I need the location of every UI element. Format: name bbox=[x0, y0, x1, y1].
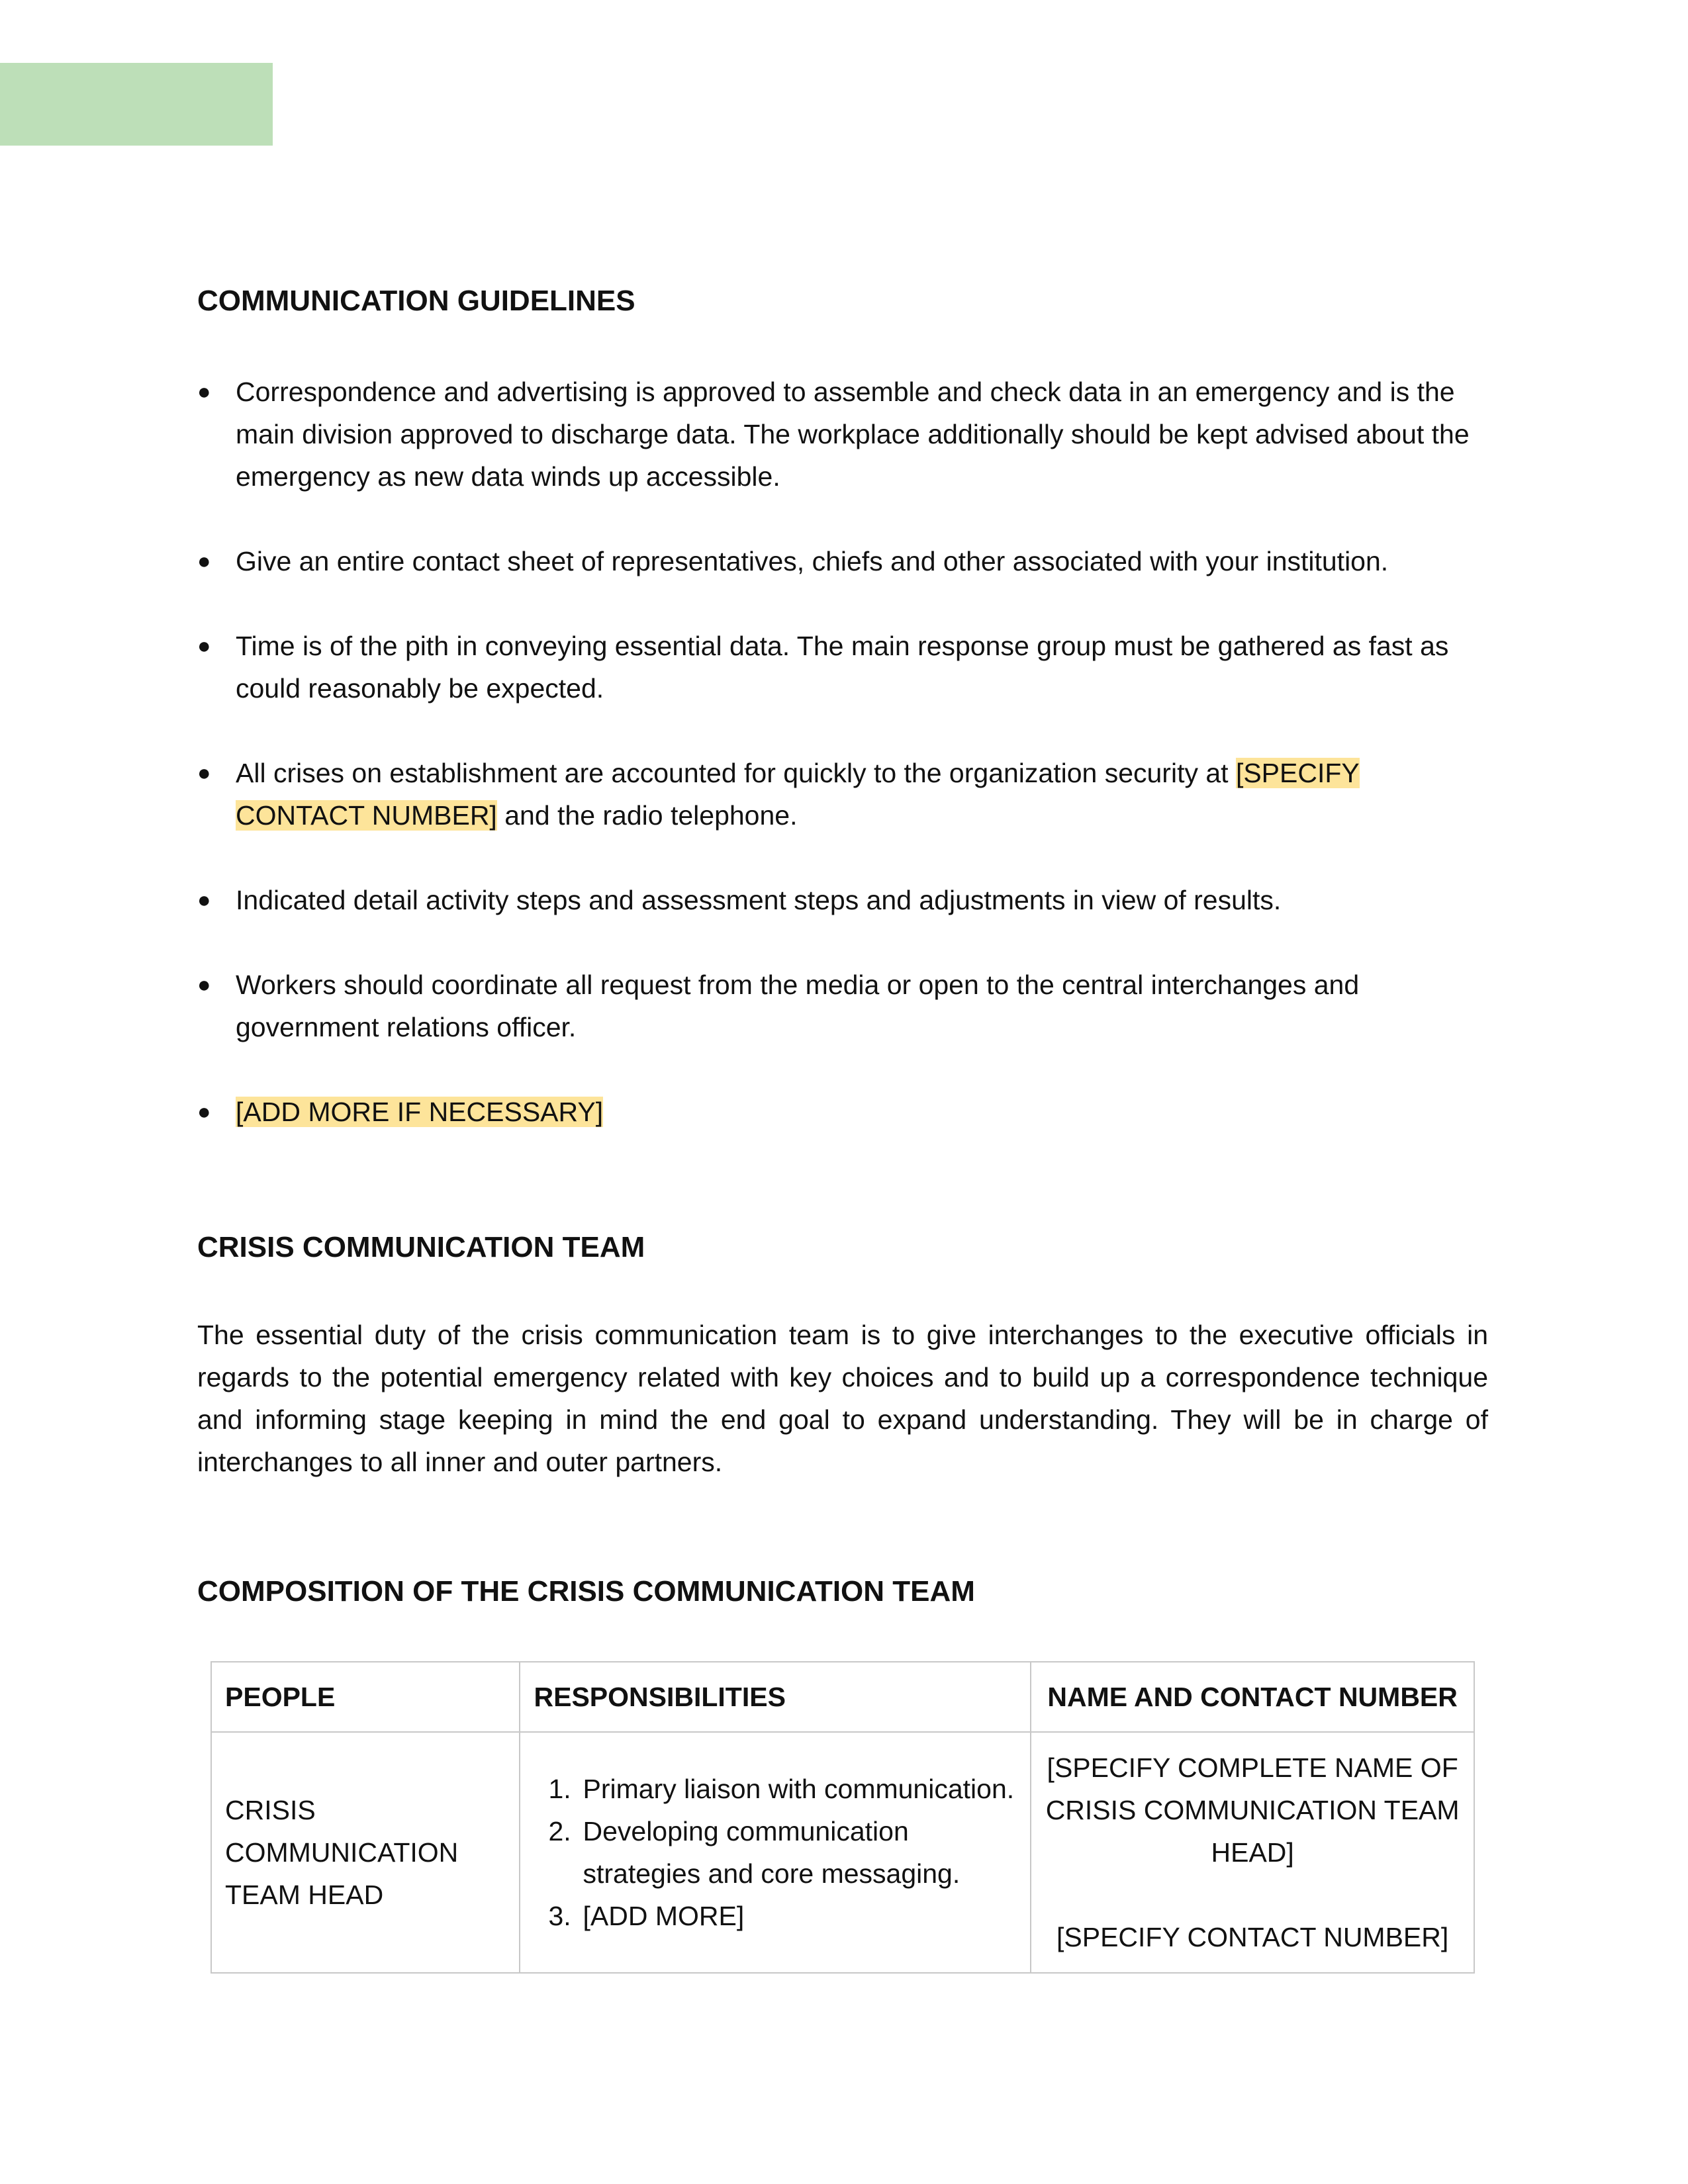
bullet-icon: ● bbox=[197, 549, 211, 574]
list-item-text: All crises on establishment are accounted for quickly to the organization security at bbox=[236, 758, 1236, 788]
list-item bbox=[197, 879, 1488, 921]
list-item-text: Time is of the pith in conveying essential data. The main response group must be gathered as fast as could reasonably be expected. bbox=[236, 631, 1449, 704]
responsibilities-cell bbox=[520, 1732, 1031, 1973]
list-number: 2. bbox=[548, 1816, 571, 1846]
list-item bbox=[197, 1091, 1488, 1133]
list-item-text: Primary liaison with communication. bbox=[583, 1774, 1015, 1804]
table-header-row bbox=[211, 1662, 1474, 1732]
bullet-icon: ● bbox=[197, 760, 211, 786]
list-item-text: Give an entire contact sheet of representatives, chiefs and other associated with your institution. bbox=[236, 546, 1389, 576]
list-item bbox=[538, 1895, 1017, 1937]
column-header-people: PEOPLE bbox=[211, 1662, 520, 1732]
list-item-text: Developing communication strategies and core messaging. bbox=[583, 1816, 961, 1889]
people-cell bbox=[211, 1732, 520, 1973]
crisis-team-heading: CRISIS COMMUNICATION TEAM bbox=[197, 1231, 645, 1263]
list-item-text: Indicated detail activity steps and assessment steps and adjustments in view of results. bbox=[236, 885, 1282, 915]
list-item bbox=[197, 752, 1488, 837]
list-item bbox=[538, 1768, 1017, 1810]
list-item bbox=[197, 625, 1488, 709]
list-item bbox=[197, 964, 1488, 1048]
list-number: 3. bbox=[548, 1901, 571, 1931]
table-row bbox=[211, 1732, 1474, 1973]
corner-accent-tab bbox=[0, 63, 273, 146]
bullet-icon: ● bbox=[197, 379, 211, 404]
crisis-team-paragraph: The essential duty of the crisis communication team is to give interchanges to the executive officials in regards to the potential emergency related with key choices and to build up a correspondence technique and informing stage keeping in mind the end goal to expand understanding. They will be in charge of interchanges to all inner and outer partners. bbox=[197, 1320, 1488, 1477]
bullet-icon: ● bbox=[197, 887, 211, 913]
list-item-text: Correspondence and advertising is approved to assemble and check data in an emergency and is the main division approved to discharge data. The workplace additionally should be kept advised about the emergency as new data winds up accessible. bbox=[236, 377, 1470, 492]
guidelines-list bbox=[197, 371, 1488, 1175]
column-header-responsibilities: RESPONSIBILITIES bbox=[520, 1662, 1031, 1732]
composition-table bbox=[211, 1661, 1475, 1974]
bullet-icon: ● bbox=[197, 972, 211, 997]
composition-heading: COMPOSITION OF THE CRISIS COMMUNICATION TEAM bbox=[197, 1575, 975, 1608]
bullet-icon: ● bbox=[197, 1099, 211, 1124]
list-item-text: Workers should coordinate all request from the media or open to the central interchanges and government relations officer. bbox=[236, 970, 1360, 1042]
contact-name-placeholder: [SPECIFY COMPLETE NAME OF CRISIS COMMUNICATION TEAM HEAD] bbox=[1045, 1752, 1460, 1868]
list-item-text: [ADD MORE] bbox=[583, 1901, 745, 1931]
list-number: 1. bbox=[548, 1774, 571, 1804]
list-item bbox=[197, 540, 1488, 582]
contact-number-placeholder: [SPECIFY CONTACT NUMBER] bbox=[1056, 1922, 1449, 1952]
list-item bbox=[538, 1810, 1017, 1895]
column-header-name-contact: NAME AND CONTACT NUMBER bbox=[1031, 1662, 1474, 1732]
list-item-text: and the radio telephone. bbox=[496, 800, 798, 831]
people-role: CRISIS COMMUNICATION TEAM HEAD bbox=[225, 1795, 459, 1910]
guidelines-heading: COMMUNICATION GUIDELINES bbox=[197, 285, 635, 317]
bullet-icon: ● bbox=[197, 633, 211, 659]
name-contact-cell bbox=[1031, 1732, 1474, 1973]
placeholder-highlight: [SPECIFY CONTACT NUMBER] bbox=[236, 758, 1360, 831]
list-item bbox=[197, 371, 1488, 498]
placeholder-highlight: [ADD MORE IF NECESSARY] bbox=[236, 1097, 604, 1127]
responsibilities-list bbox=[534, 1768, 1017, 1937]
